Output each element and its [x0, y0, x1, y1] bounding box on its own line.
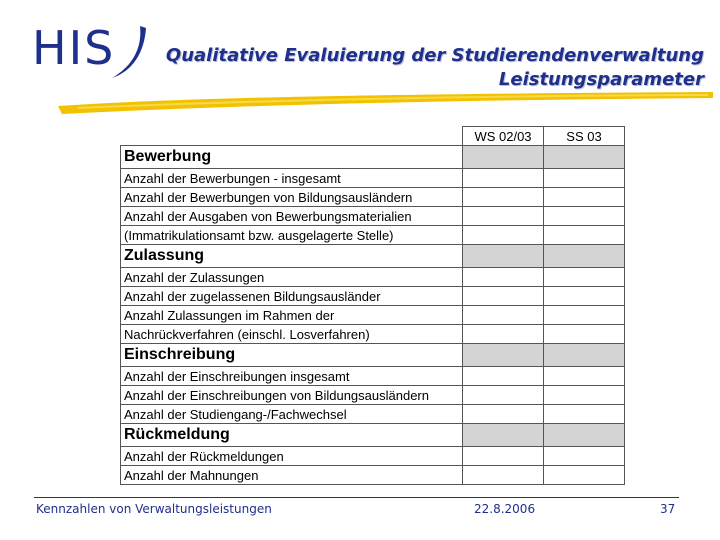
row-label: Anzahl der Studiengang-/Fachwechsel [121, 405, 463, 424]
value-cell [544, 226, 625, 245]
value-cell [463, 466, 544, 485]
footer-date: 22.8.2006 [474, 502, 536, 516]
footer-text: Kennzahlen von Verwaltungsleistungen [36, 502, 272, 516]
row-label: Anzahl der Einschreibungen insgesamt [121, 367, 463, 386]
section-value-cell [463, 424, 544, 447]
row-label: Anzahl der Bewerbungen von Bildungsausländern [121, 188, 463, 207]
value-cell [544, 287, 625, 306]
table-row [121, 306, 625, 325]
kpi-table [120, 126, 625, 485]
row-label: Anzahl der Zulassungen [121, 268, 463, 287]
row-label: Anzahl der Ausgaben von Bewerbungsmaterialien [121, 207, 463, 226]
value-cell [544, 466, 625, 485]
value-cell [463, 367, 544, 386]
value-cell [463, 226, 544, 245]
table-row [121, 386, 625, 405]
section-value-cell [463, 245, 544, 268]
section-title: Bewerbung [121, 146, 463, 169]
section-value-cell [544, 146, 625, 169]
row-label: Anzahl der Einschreibungen von Bildungsausländern [121, 386, 463, 405]
row-label: Anzahl der Mahnungen [121, 466, 463, 485]
header-blank-cell [121, 127, 463, 146]
yellow-brush-stroke [58, 90, 713, 116]
value-cell [544, 405, 625, 424]
section-row [121, 245, 625, 268]
value-cell [544, 386, 625, 405]
row-label: Anzahl der Bewerbungen - insgesamt [121, 169, 463, 188]
table-row [121, 287, 625, 306]
section-row [121, 344, 625, 367]
section-value-cell [544, 245, 625, 268]
table-row [121, 367, 625, 386]
table-row [121, 268, 625, 287]
table-header-row [121, 127, 625, 146]
value-cell [544, 188, 625, 207]
table-row [121, 226, 625, 245]
value-cell [463, 306, 544, 325]
title-line-2: Leistungsparameter [498, 69, 704, 90]
column-header: SS 03 [544, 127, 625, 146]
logo-text: HIS [32, 21, 116, 75]
value-cell [544, 169, 625, 188]
title-line-1: Qualitative Evaluierung der Studierendenverwaltung [165, 45, 704, 66]
table-row [121, 188, 625, 207]
row-label: Anzahl der zugelassenen Bildungsausländer [121, 287, 463, 306]
table-row [121, 447, 625, 466]
footer-divider [34, 497, 679, 498]
table-row [121, 169, 625, 188]
value-cell [463, 287, 544, 306]
table-row [121, 207, 625, 226]
row-label: Anzahl Zulassungen im Rahmen der [121, 306, 463, 325]
value-cell [463, 207, 544, 226]
section-value-cell [463, 344, 544, 367]
section-row [121, 424, 625, 447]
section-row [121, 146, 625, 169]
row-label: Nachrückverfahren (einschl. Losverfahren) [121, 325, 463, 344]
row-label: (Immatrikulationsamt bzw. ausgelagerte Stelle) [121, 226, 463, 245]
value-cell [544, 367, 625, 386]
section-value-cell [544, 424, 625, 447]
table-row [121, 466, 625, 485]
section-title: Rückmeldung [121, 424, 463, 447]
value-cell [463, 386, 544, 405]
value-cell [544, 447, 625, 466]
value-cell [544, 306, 625, 325]
section-value-cell [463, 146, 544, 169]
section-title: Einschreibung [121, 344, 463, 367]
value-cell [544, 325, 625, 344]
table-row [121, 405, 625, 424]
value-cell [463, 405, 544, 424]
value-cell [463, 188, 544, 207]
value-cell [463, 268, 544, 287]
section-value-cell [544, 344, 625, 367]
row-label: Anzahl der Rückmeldungen [121, 447, 463, 466]
section-title: Zulassung [121, 245, 463, 268]
logo-swoosh-icon [102, 22, 152, 84]
value-cell [463, 325, 544, 344]
table-row [121, 325, 625, 344]
value-cell [463, 169, 544, 188]
value-cell [463, 447, 544, 466]
value-cell [544, 268, 625, 287]
column-header: WS 02/03 [463, 127, 544, 146]
page-title [164, 44, 704, 92]
his-logo [32, 22, 152, 84]
value-cell [544, 207, 625, 226]
page-number: 37 [660, 502, 676, 516]
